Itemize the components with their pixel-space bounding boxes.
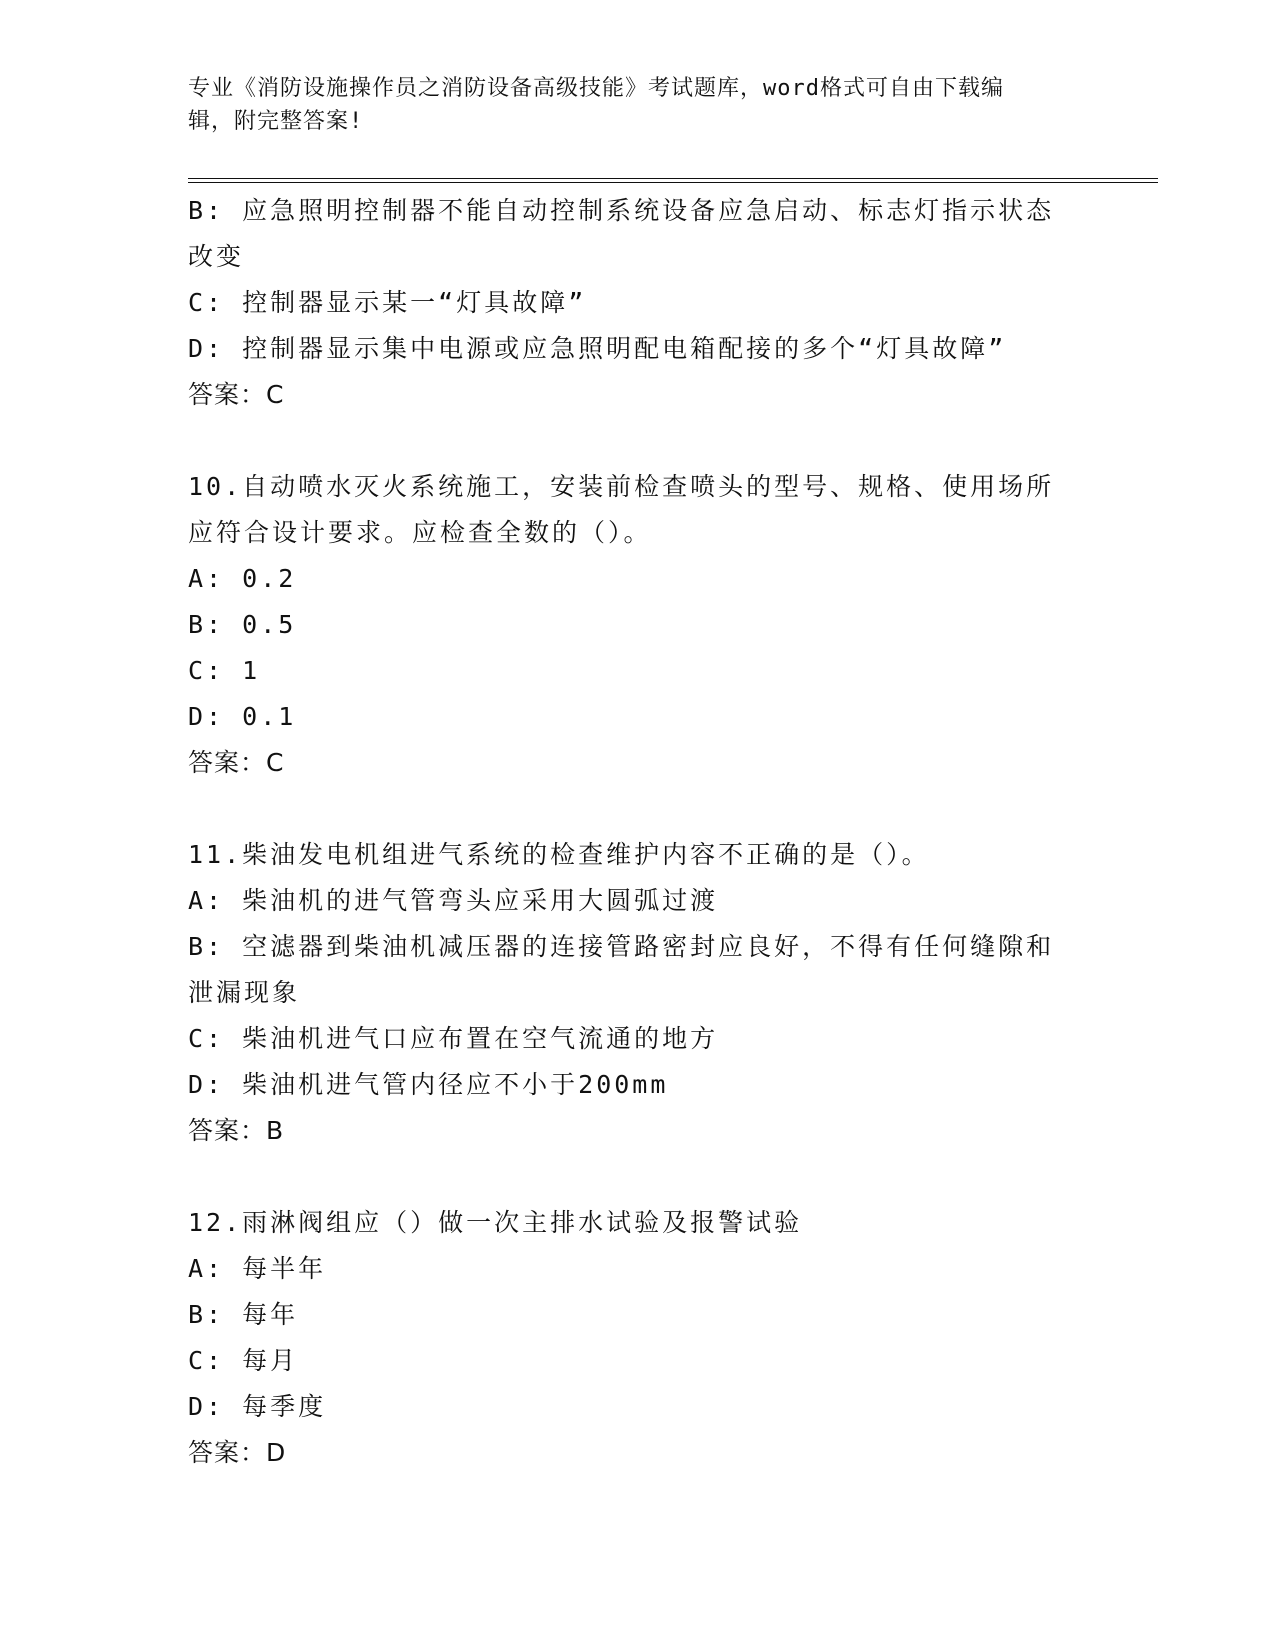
answer: 答案：B: [188, 1116, 285, 1145]
answer: 答案：C: [188, 380, 285, 409]
option-c: C: 每月: [188, 1346, 299, 1375]
option-d: D: 0.1: [188, 702, 297, 731]
option-a: A: 0.2: [188, 564, 297, 593]
question-text: 12.雨淋阀组应（）做一次主排水试验及报警试验: [188, 1208, 803, 1237]
header-line-1: 专业《消防设施操作员之消防设备高级技能》考试题库，word格式可自由下载编: [188, 76, 1004, 101]
option-a: A: 每半年: [188, 1254, 327, 1283]
spacer: [188, 786, 1088, 832]
question-text: 11.柴油发电机组进气系统的检查维护内容不正确的是（）。: [188, 840, 930, 869]
option-b: B: 应急照明控制器不能自动控制系统设备应急启动、标志灯指示状态: [188, 196, 1055, 225]
question-11: [188, 832, 1088, 1154]
option-b-wrap: 泄漏现象: [188, 978, 301, 1007]
option-b: B: 0.5: [188, 610, 297, 639]
question-10: [188, 464, 1088, 786]
option-d: D: 每季度: [188, 1392, 327, 1421]
question-list: [188, 188, 1088, 1476]
question-text: 10.自动喷水灭火系统施工，安装前检查喷头的型号、规格、使用场所: [188, 472, 1055, 501]
header-divider-bottom: [188, 182, 1158, 183]
question-9-continued: [188, 188, 1088, 418]
answer: 答案：D: [188, 1438, 287, 1467]
answer: 答案：C: [188, 748, 285, 777]
option-d: D: 控制器显示集中电源或应急照明配电箱配接的多个“灯具故障”: [188, 334, 1007, 363]
question-text-wrap: 应符合设计要求。应检查全数的（）。: [188, 518, 652, 547]
page-header: [188, 72, 1088, 138]
question-12: [188, 1200, 1088, 1476]
option-c: C: 控制器显示某一“灯具故障”: [188, 288, 587, 317]
option-a: A: 柴油机的进气管弯头应采用大圆弧过渡: [188, 886, 719, 915]
option-b: B: 每年: [188, 1300, 299, 1329]
header-line-2: 辑，附完整答案!: [188, 109, 364, 134]
header-divider-top: [188, 178, 1158, 179]
spacer: [188, 1154, 1088, 1200]
option-b-wrap: 改变: [188, 242, 245, 271]
option-b: B: 空滤器到柴油机减压器的连接管路密封应良好，不得有任何缝隙和: [188, 932, 1055, 961]
option-d: D: 柴油机进气管内径应不小于200mm: [188, 1070, 669, 1099]
spacer: [188, 418, 1088, 464]
option-c: C: 1: [188, 656, 261, 685]
option-c: C: 柴油机进气口应布置在空气流通的地方: [188, 1024, 719, 1053]
